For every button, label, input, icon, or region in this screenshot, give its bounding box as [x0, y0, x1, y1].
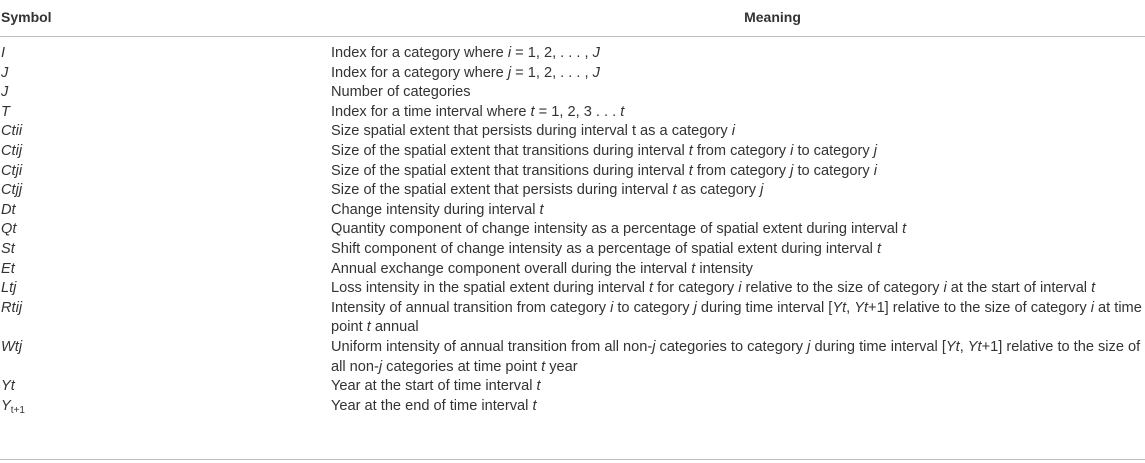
symbol-cell: Et [1, 260, 15, 277]
symbol-cell: Ctij [1, 142, 23, 159]
meaning-cell: Loss intensity in the spatial extent during interval t for category i relative to the size of category i at the start of interval t [331, 280, 1096, 297]
header-meaning: Meaning [744, 9, 801, 25]
meaning-cell: Year at the start of time interval t [331, 378, 541, 395]
table-row [0, 240, 1145, 260]
symbol-cell: Dt [1, 201, 16, 218]
table-body [0, 37, 1145, 420]
symbol-cell: Ctjj [1, 182, 23, 199]
symbol-cell: Yt [1, 378, 15, 395]
symbol-cell: Wtj [1, 338, 23, 355]
meaning-cell: Index for a category where j = 1, 2, . . . , J [331, 64, 600, 81]
meaning-cell: Change intensity during interval t [331, 201, 544, 218]
table-row [0, 260, 1145, 280]
symbol-cell: St [1, 240, 15, 257]
meaning-cell: Quantity component of change intensity as a percentage of spatial extent during interval t [331, 221, 907, 238]
symbol-cell: T [1, 103, 10, 120]
meaning-cell: Size of the spatial extent that transitions during interval t from category j to category i [331, 162, 877, 179]
meaning-cell: Year at the end of time interval t [331, 397, 537, 414]
table-row [0, 299, 1145, 338]
meaning-cell: Size of the spatial extent that transitions during interval t from category i to category j [331, 142, 877, 159]
meaning-cell: Index for a category where i = 1, 2, . . . , J [331, 45, 600, 61]
table-row [0, 397, 1145, 421]
symbol-cell: J [1, 84, 9, 101]
meaning-cell: Annual exchange component overall during the interval t intensity [331, 260, 753, 277]
symbol-cell: Ctji [1, 162, 23, 179]
table-row [0, 162, 1145, 182]
symbol-cell: J [1, 64, 9, 81]
table-row [0, 44, 1145, 64]
meaning-cell: Size of the spatial extent that persists during interval t as category j [331, 182, 764, 199]
meaning-cell: Shift component of change intensity as a percentage of spatial extent during interval t [331, 240, 882, 257]
table-header-row [0, 0, 1145, 37]
symbol-cell: I [1, 45, 6, 61]
table-row [0, 220, 1145, 240]
symbol-subscript: t+1 [10, 404, 25, 416]
table-row [0, 142, 1145, 162]
table-row [0, 377, 1145, 397]
table-row [0, 201, 1145, 221]
table-row [0, 181, 1145, 201]
symbol-cell: Qt [1, 221, 17, 238]
table-row [0, 338, 1145, 377]
meaning-cell: Intensity of annual transition from category i to category j during time interval [Yt, Yt+1] relative to the size of category i at time point t annual [331, 299, 1142, 336]
table-row [0, 122, 1145, 142]
meaning-cell: Uniform intensity of annual transition from all non-j categories to category j during time interval [Yt, Yt+1] relative to the size of all non-j categories at time point t year [331, 338, 1141, 375]
meaning-cell: Index for a time interval where t = 1, 2, 3 . . . t [331, 103, 625, 120]
table-row [0, 64, 1145, 84]
symbol-cell: Ctii [1, 123, 23, 140]
symbol-cell: Ltj [1, 280, 17, 297]
meaning-cell: Number of categories [331, 84, 471, 101]
table-row [0, 103, 1145, 123]
meaning-cell: Size spatial extent that persists during interval t as a category i [331, 123, 735, 140]
symbol-cell: Rtij [1, 299, 23, 316]
table-row [0, 83, 1145, 103]
header-symbol: Symbol [1, 9, 52, 25]
symbol-cell: $Y_{t+1}$ [1, 397, 25, 416]
table-row [0, 279, 1145, 299]
table-bottom-rule [0, 459, 1145, 460]
